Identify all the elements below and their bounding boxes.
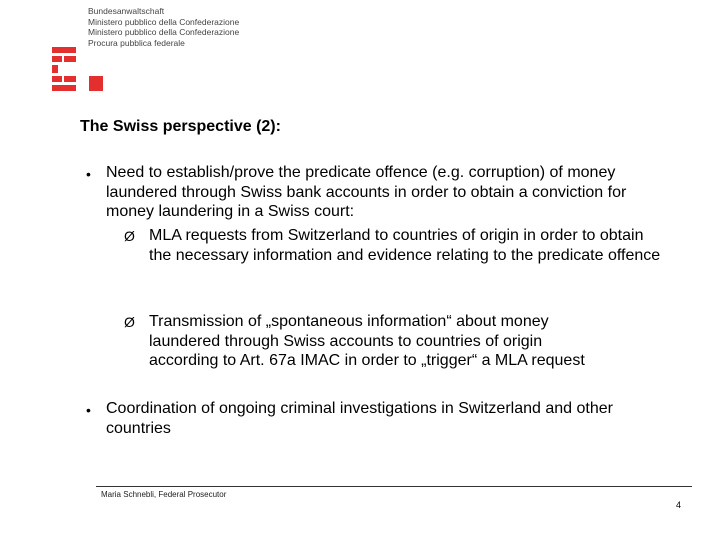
sub-bullet-text: Transmission of „spontaneous information“ about money laundered through Swiss accounts to countries of origin according to Art. 67a IMAC in order to „trigger“ a MLA request bbox=[149, 313, 585, 369]
org-line: Procura pubblica federale bbox=[88, 37, 185, 48]
bullet-text: Coordination of ongoing criminal investigations in Switzerland and other countries bbox=[106, 400, 613, 437]
org-line: Bundesanwaltschaft bbox=[88, 6, 165, 16]
bullet-text: Need to establish/prove the predicate offence (e.g. corruption) of money laundered through Swiss bank accounts in order to obtain a conviction for money laundering in a Swiss court: bbox=[106, 164, 627, 220]
footer-divider bbox=[96, 486, 692, 487]
org-line: Ministero pubblico della Confederazione bbox=[88, 16, 240, 27]
org-line: Ministero pubblico della Confederazione bbox=[88, 27, 240, 37]
bullet-marker: • bbox=[86, 166, 91, 182]
page-number: 4 bbox=[676, 500, 682, 510]
slide-title: The Swiss perspective (2): bbox=[80, 118, 281, 135]
confederation-logo-icon bbox=[52, 47, 104, 91]
sub-bullet-text: MLA requests from Switzerland to countries of origin in order to obtain the necessary information and evidence relating to the predicate offence bbox=[149, 227, 661, 264]
arrow-bullet-icon: Ø bbox=[124, 314, 135, 330]
organization-name bbox=[88, 6, 239, 48]
arrow-bullet-icon: Ø bbox=[124, 228, 135, 244]
footer-author: Maria Schnebli, Federal Prosecutor bbox=[101, 490, 227, 499]
bullet-marker: • bbox=[86, 402, 91, 418]
